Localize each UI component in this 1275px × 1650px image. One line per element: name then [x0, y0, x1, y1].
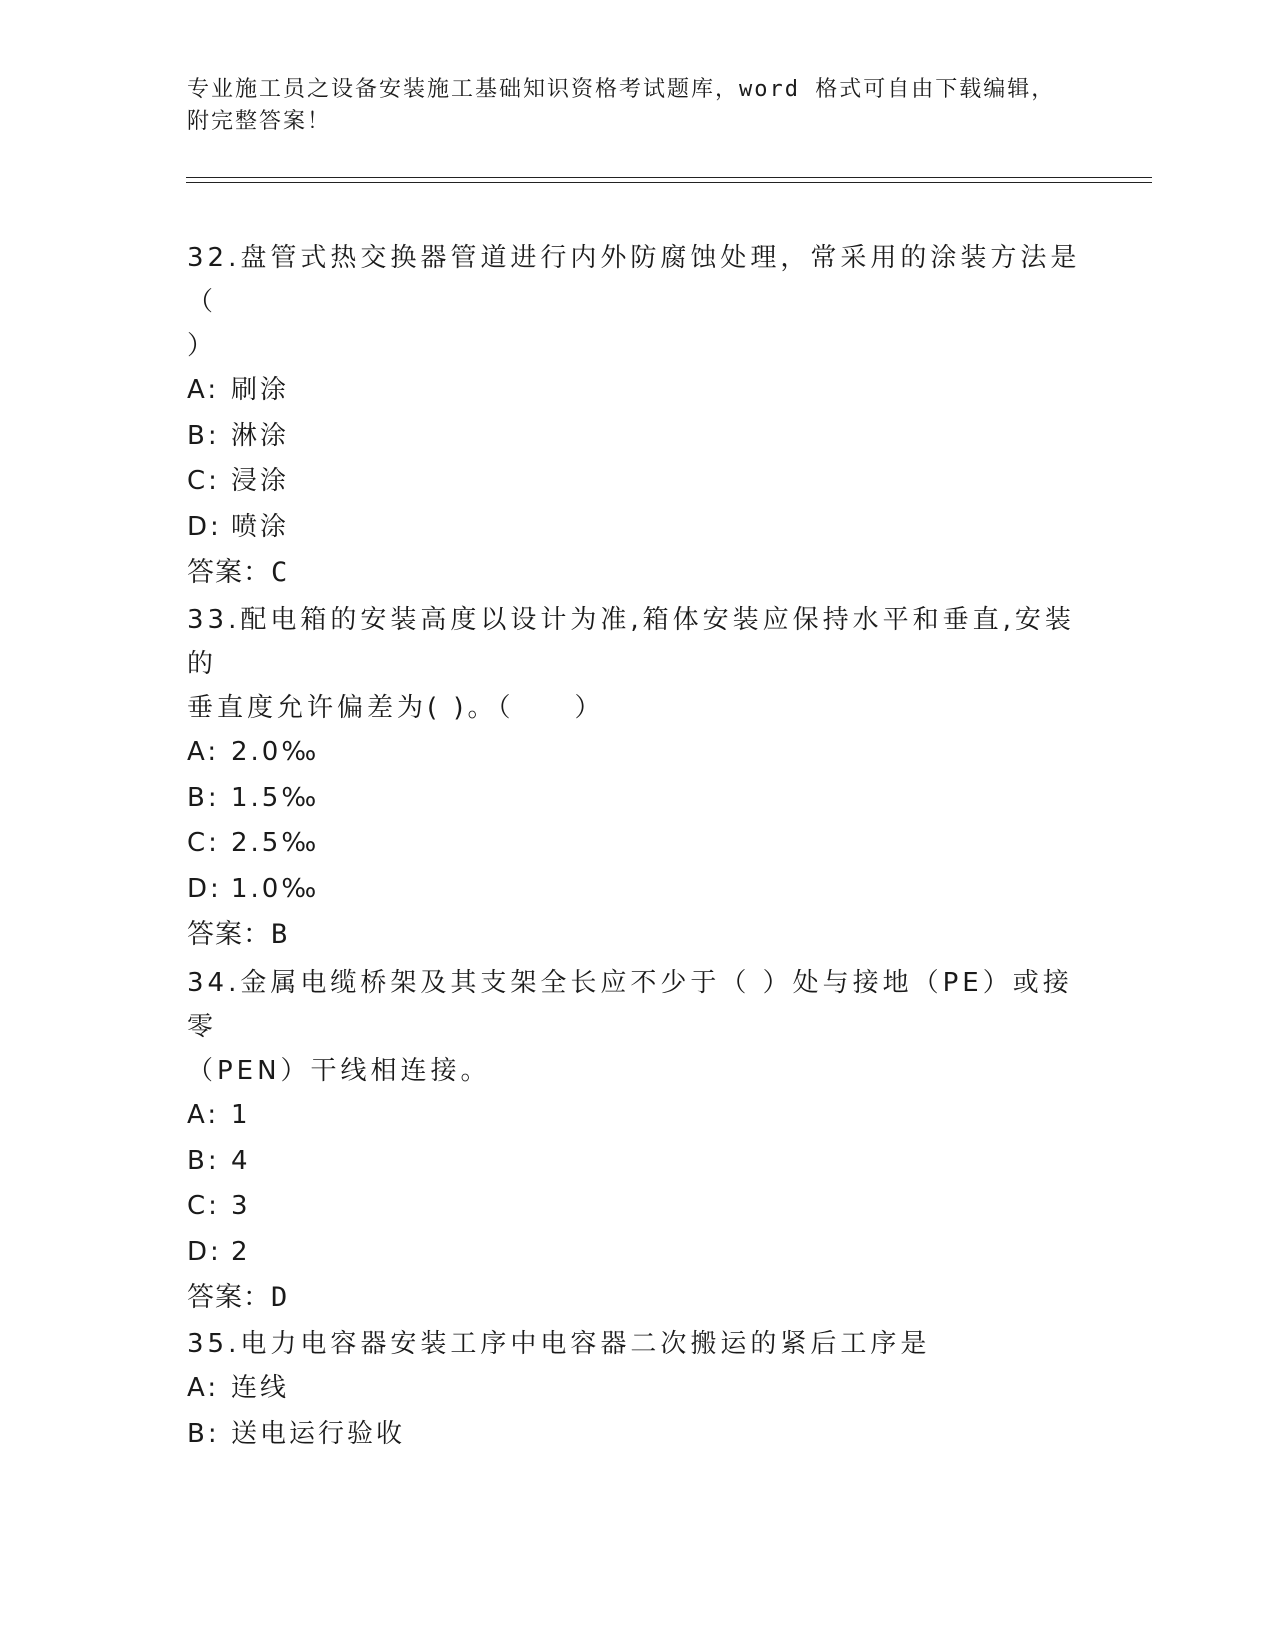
answer-line: [187, 1275, 1087, 1320]
option-text: 送电运行验收: [231, 1418, 406, 1449]
option-label: B:: [187, 420, 220, 451]
option-b: [187, 1139, 1087, 1185]
option-a: [187, 1093, 1087, 1139]
option-d: [187, 867, 1087, 913]
option-text: 刷涂: [231, 375, 290, 405]
option-text: 1.5‰: [231, 782, 320, 813]
option-b: [187, 776, 1087, 822]
option-a: [187, 1366, 1087, 1412]
answer-line: [187, 550, 1087, 595]
option-b: [187, 414, 1087, 460]
option-a: [187, 730, 1087, 776]
option-text: 3: [231, 1191, 251, 1221]
option-text: 1: [231, 1100, 251, 1130]
option-label: A:: [187, 1100, 220, 1130]
option-c: [187, 459, 1087, 505]
answer-value: B: [271, 919, 289, 950]
option-text: 喷涂: [231, 511, 290, 542]
answer-label: 答案：: [187, 919, 271, 950]
option-text: 淋涂: [231, 420, 290, 451]
option-label: C:: [187, 1191, 220, 1221]
option-text: 2: [231, 1236, 251, 1267]
option-label: B:: [187, 1145, 220, 1176]
question-stem: 32.盘管式热交换器管道进行内外防腐蚀处理，常采用的涂装方法是（ ）: [187, 243, 1081, 361]
document-header: [187, 74, 1087, 138]
option-text: 1.0‰: [231, 873, 320, 904]
option-label: A:: [187, 375, 220, 405]
option-text: 浸涂: [231, 466, 290, 496]
answer-line: [187, 912, 1087, 957]
question-stem: 33.配电箱的安装高度以设计为准,箱体安装应保持水平和垂直,安装的 垂直度允许偏差为( )。（ ）: [187, 605, 1075, 723]
option-label: A:: [187, 1373, 220, 1403]
question-stem: 35.电力电容器安装工序中电容器二次搬运的紧后工序是: [187, 1329, 931, 1359]
answer-value: C: [271, 557, 289, 588]
option-label: D:: [187, 873, 222, 904]
option-label: C:: [187, 828, 220, 858]
option-text: 2.0‰: [231, 737, 320, 767]
header-line-1: 专业施工员之设备安装施工基础知识资格考试题库，word 格式可自由下载编辑，: [187, 77, 1056, 102]
header-divider-top: [186, 177, 1152, 178]
option-label: D:: [187, 511, 222, 542]
option-label: A:: [187, 737, 220, 767]
question-32: [187, 236, 1087, 595]
answer-label: 答案：: [187, 557, 271, 588]
option-label: C:: [187, 466, 220, 496]
question-35: [187, 1322, 1087, 1457]
option-label: D:: [187, 1236, 222, 1267]
option-label: B:: [187, 782, 220, 813]
answer-label: 答案：: [187, 1282, 271, 1313]
option-c: [187, 821, 1087, 867]
question-33: [187, 598, 1087, 957]
option-a: [187, 368, 1087, 414]
option-label: B:: [187, 1418, 220, 1449]
option-text: 4: [231, 1145, 251, 1176]
option-b: [187, 1412, 1087, 1458]
header-divider-bottom: [186, 182, 1152, 183]
option-text: 连线: [231, 1373, 290, 1403]
question-stem: 34.金属电缆桥架及其支架全长应不少于（ ）处与接地（PE）或接零 （PEN）干线相连接。: [187, 968, 1073, 1086]
option-c: [187, 1184, 1087, 1230]
header-line-2: 附完整答案！: [187, 109, 332, 134]
option-text: 2.5‰: [231, 828, 320, 858]
question-34: [187, 961, 1087, 1320]
option-d: [187, 505, 1087, 551]
option-d: [187, 1230, 1087, 1276]
answer-value: D: [271, 1282, 289, 1313]
